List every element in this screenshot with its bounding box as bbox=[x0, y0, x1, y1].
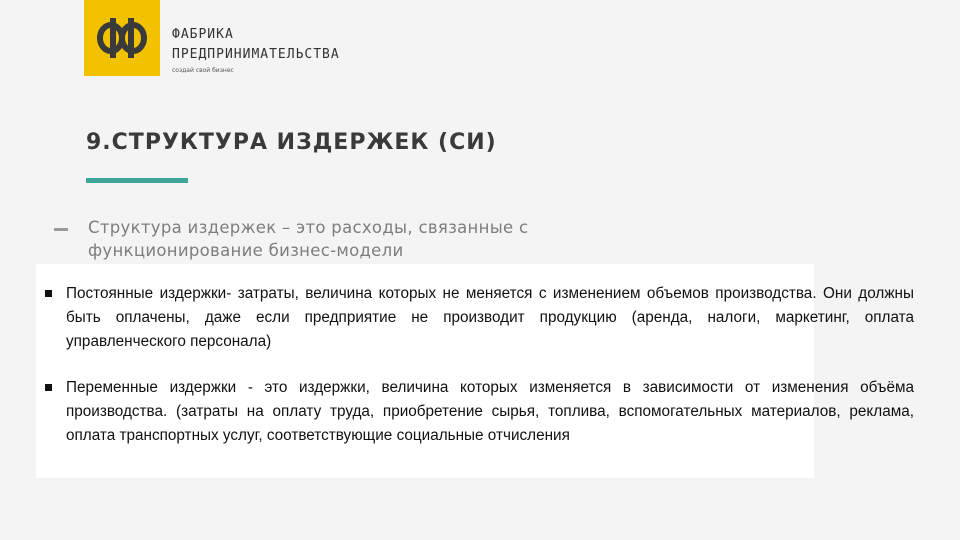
slide-title: 9.СТРУКТУРА ИЗДЕРЖЕК (СИ) bbox=[86, 130, 497, 155]
ff-monogram-icon bbox=[96, 12, 148, 64]
subtitle-dash bbox=[54, 228, 68, 231]
brand-logo bbox=[84, 0, 160, 76]
brand-tagline: создай свой бизнес bbox=[172, 67, 234, 74]
title-underline bbox=[86, 178, 188, 183]
brand-name-line2: ПРЕДПРИНИМАТЕЛЬСТВА bbox=[172, 47, 340, 62]
square-bullet-icon bbox=[45, 384, 52, 391]
bullet-text: Переменные издержки - это издержки, величина которых изменяется в зависимости от изменения объёма производства. (затраты на оплату труда, приобретение сырья, топлива, вспомогательных материалов, реклама, оплата транспортных услуг, соответствующие социальные отчисления bbox=[66, 379, 914, 444]
bullet-item-variable-costs bbox=[42, 376, 914, 448]
slide-subtitle: Структура издержек – это расходы, связанные с функционирование бизнес-модели bbox=[88, 218, 529, 260]
bullet-list bbox=[42, 282, 914, 470]
bullet-text: Постоянные издержки- затраты, величина которых не меняется с изменением объемов производства. Они должны быть оплачены, даже если предприятие не производит продукцию (аренда, налоги, маркетинг, оплата управленческого персонала) bbox=[66, 285, 914, 350]
square-bullet-icon bbox=[45, 290, 52, 297]
brand-name-line1: ФАБРИКА bbox=[172, 27, 234, 42]
bullet-item-fixed-costs bbox=[42, 282, 914, 354]
